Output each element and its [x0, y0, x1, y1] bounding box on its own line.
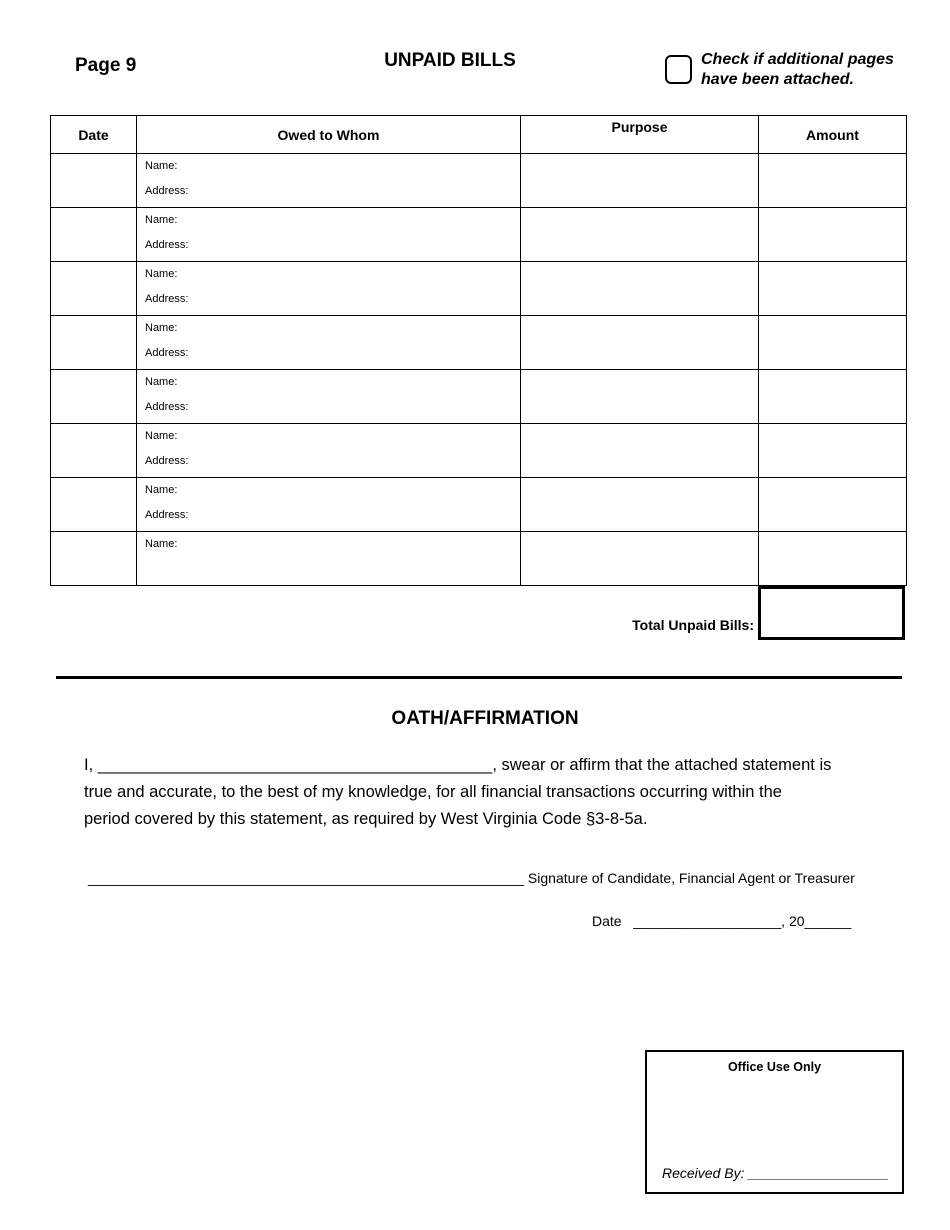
section-divider [56, 676, 902, 679]
amount-cell[interactable] [759, 532, 907, 586]
amount-cell[interactable] [759, 478, 907, 532]
name-label: Name: [145, 160, 178, 172]
address-label: Address: [145, 455, 189, 467]
date-cell[interactable] [51, 154, 137, 208]
date-blank[interactable]: ___________________, 20______ [633, 913, 852, 929]
name-label: Name: [145, 214, 178, 226]
address-label: Address: [145, 347, 189, 359]
total-unpaid-bills-field[interactable] [758, 586, 905, 640]
signature-line [88, 870, 855, 886]
table-row [51, 154, 907, 208]
table-row [51, 316, 907, 370]
purpose-cell[interactable] [521, 154, 759, 208]
column-header-amount: Amount [759, 116, 907, 154]
signature-blank[interactable]: ________________________________________________________ [88, 870, 525, 886]
office-use-only-title: Office Use Only [727, 1060, 822, 1074]
owed-to-whom-cell[interactable] [137, 154, 521, 208]
date-cell[interactable] [51, 262, 137, 316]
date-cell[interactable] [51, 316, 137, 370]
column-header-date: Date [51, 116, 137, 154]
oath-title: OATH/AFFIRMATION [391, 708, 579, 729]
address-label: Address: [145, 239, 189, 251]
name-label: Name: [145, 430, 178, 442]
office-use-only-box [645, 1050, 904, 1194]
additional-pages-checkbox[interactable] [665, 55, 692, 84]
owed-to-whom-cell[interactable] [137, 478, 521, 532]
amount-cell[interactable] [759, 316, 907, 370]
purpose-cell[interactable] [521, 532, 759, 586]
purpose-cell[interactable] [521, 424, 759, 478]
address-label: Address: [145, 509, 189, 521]
signature-label: Signature of Candidate, Financial Agent or Treasurer [527, 870, 855, 886]
amount-cell[interactable] [759, 370, 907, 424]
amount-cell[interactable] [759, 424, 907, 478]
column-header-purpose: Purpose [521, 116, 759, 154]
name-label: Name: [145, 376, 178, 388]
address-label: Address: [145, 185, 189, 197]
table-header-row [51, 116, 907, 154]
purpose-cell[interactable] [521, 370, 759, 424]
unpaid-bills-table [50, 115, 907, 586]
date-cell[interactable] [51, 370, 137, 424]
page-number: Page 9 [75, 55, 137, 76]
date-cell[interactable] [51, 478, 137, 532]
table-row [51, 262, 907, 316]
oath-line-1: I, ___________________________________________, swear or affirm that the attached statement is [84, 756, 832, 774]
date-line [592, 913, 851, 929]
address-label: Address: [145, 293, 189, 305]
table-row [51, 532, 907, 586]
additional-pages-label-line1: Check if additional pages [701, 51, 894, 68]
name-label: Name: [145, 484, 178, 496]
owed-to-whom-cell[interactable] [137, 532, 521, 586]
name-label: Name: [145, 268, 178, 280]
date-cell[interactable] [51, 424, 137, 478]
owed-to-whom-cell[interactable] [137, 208, 521, 262]
table-row [51, 370, 907, 424]
form-title: UNPAID BILLS [384, 50, 516, 71]
additional-pages-label-line2: have been attached. [701, 71, 854, 88]
oath-line-2: true and accurate, to the best of my knowledge, for all financial transactions occurring within the [84, 783, 782, 801]
purpose-cell[interactable] [521, 316, 759, 370]
purpose-cell[interactable] [521, 478, 759, 532]
received-by-blank[interactable]: __________________ [748, 1165, 889, 1181]
purpose-cell[interactable] [521, 208, 759, 262]
date-cell[interactable] [51, 532, 137, 586]
name-label: Name: [145, 538, 178, 550]
table-row [51, 208, 907, 262]
received-by-label: Received By: [662, 1165, 745, 1181]
date-label: Date [592, 913, 622, 929]
address-label: Address: [145, 401, 189, 413]
table-row [51, 478, 907, 532]
amount-cell[interactable] [759, 262, 907, 316]
owed-to-whom-cell[interactable] [137, 316, 521, 370]
owed-to-whom-cell[interactable] [137, 424, 521, 478]
amount-cell[interactable] [759, 154, 907, 208]
oath-line-3: period covered by this statement, as required by West Virginia Code §3-8-5a. [84, 810, 648, 828]
date-cell[interactable] [51, 208, 137, 262]
column-header-owed-to-whom: Owed to Whom [137, 116, 521, 154]
additional-pages-label [701, 50, 931, 90]
amount-cell[interactable] [759, 208, 907, 262]
owed-to-whom-cell[interactable] [137, 262, 521, 316]
total-unpaid-bills-label: Total Unpaid Bills: [632, 617, 754, 633]
owed-to-whom-cell[interactable] [137, 370, 521, 424]
received-by-line [662, 1165, 889, 1181]
purpose-cell[interactable] [521, 262, 759, 316]
oath-statement [84, 752, 864, 833]
table-row [51, 424, 907, 478]
name-label: Name: [145, 322, 178, 334]
